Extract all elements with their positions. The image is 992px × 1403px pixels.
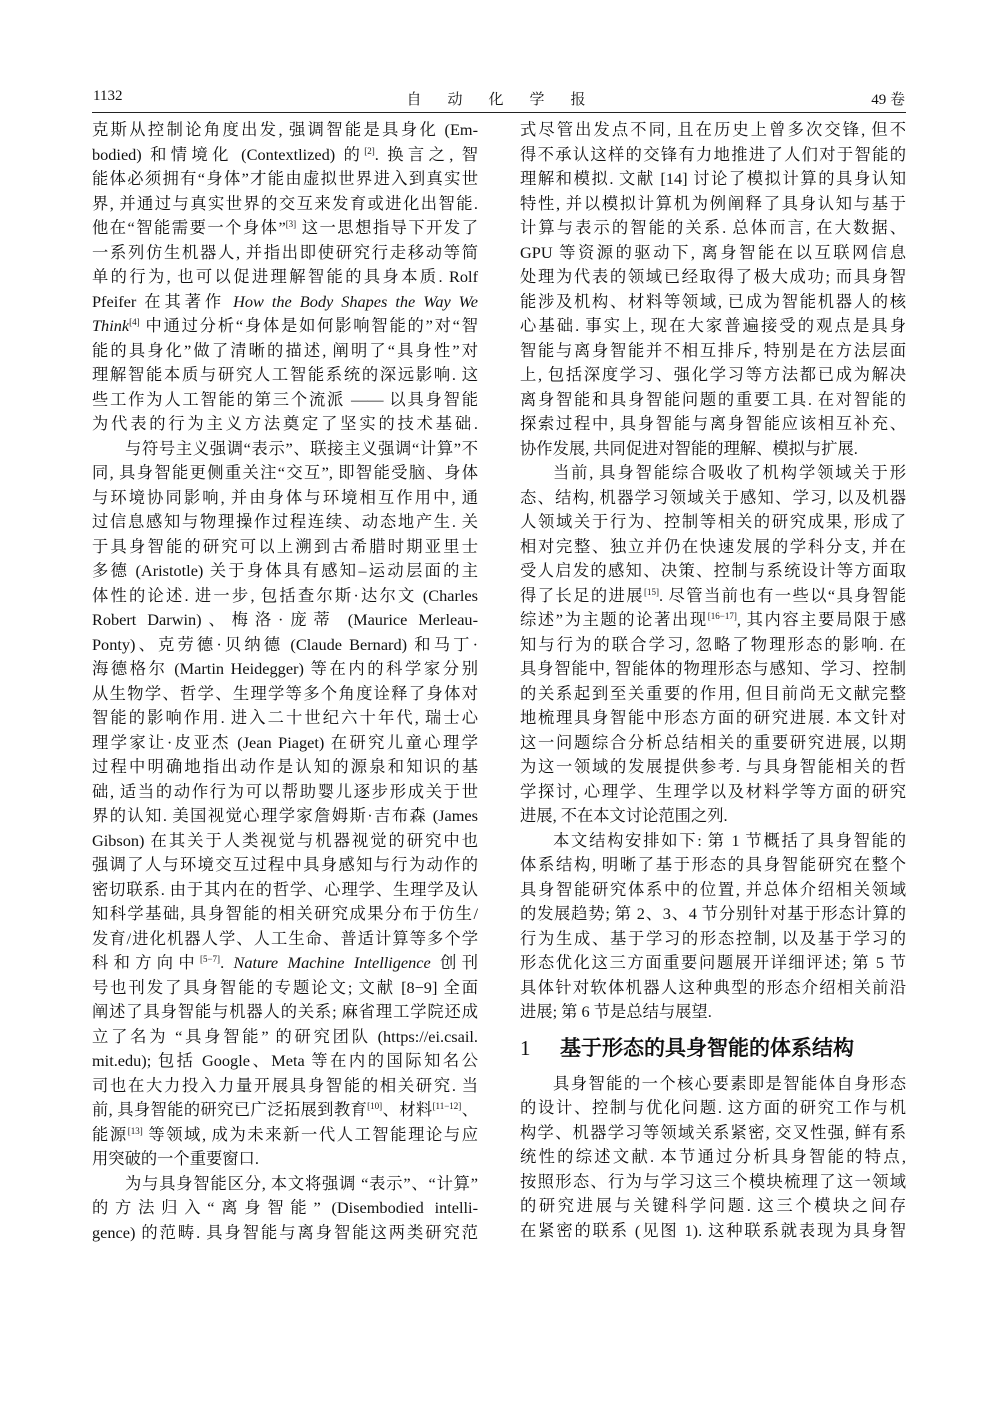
text-run: 过程中明确地指出动作是认知的源泉和知识的基: [92, 757, 478, 776]
text-run: Ponty)、克劳德·贝纳德 (Claude Bernard) 和马丁·: [92, 634, 478, 654]
text-run: 计算与表示的智能的关系. 总体而言, 在大数据、: [520, 218, 906, 237]
text-run: 的研究进展与关键科学问题. 这三个模块之间存: [520, 1196, 906, 1215]
citation-ref: [2]: [364, 145, 375, 156]
citation-ref: [13]: [127, 1125, 143, 1136]
text-line: [520, 412, 906, 437]
text-run: 体系结构, 明晰了基于形态的具身智能研究在整个: [520, 855, 906, 874]
text-run: 理解智能本质与研究人工智能系统的深远影响. 这: [92, 365, 478, 384]
text-run: 处理为代表的领域已经取得了极大成功; 而具身智: [520, 267, 906, 286]
text-run: 综述”为主题的论著出现: [520, 610, 708, 629]
text-run: 知科学基础, 具身智能的相关研究成果分布于仿生/: [92, 904, 478, 923]
text-line: [520, 339, 906, 364]
text-run: 海德格尔 (Martin Heidegger) 等在内的科学家分别: [92, 659, 478, 678]
text-run: 式尽管出发点不同, 且在历史上曾多次交锋, 但不: [520, 120, 906, 139]
text-run: 智能的影响作用. 进入二十世纪六十年代, 瑞士心: [92, 708, 478, 727]
text-run: 能源: [92, 1124, 128, 1144]
text-run: 的关系起到至关重要的作用, 但目前尚无文献完整: [520, 683, 906, 703]
text-line: [520, 461, 906, 486]
text-run: . 尽管当前也有一些以“具身智能: [658, 585, 906, 605]
text-line: [92, 951, 478, 976]
text-line: [520, 976, 906, 1001]
text-run: 具身智能中, 智能体的物理形态与感知、学习、控制: [520, 659, 906, 678]
text-run: 同, 具身智能更侧重关注“交互”, 即智能受脑、身体: [92, 463, 478, 482]
text-line: [92, 1049, 478, 1074]
text-line: [92, 290, 478, 315]
text-line: [520, 682, 906, 707]
text-line: [520, 437, 906, 462]
text-run: 人领域关于行为、控制等相关的研究成果, 形成了: [520, 512, 906, 531]
text-run: 智能与离身智能并不相互排斥, 特别是在方法层面: [520, 340, 906, 360]
text-run: 能体必须拥有“身体”才能由虚拟世界进入到真实世: [92, 169, 478, 188]
text-run: 进展, 不在本文讨论范围之列.: [520, 806, 728, 825]
text-line: [92, 388, 478, 413]
text-run: .: [220, 953, 234, 972]
text-line: [520, 731, 906, 756]
text-line: [520, 241, 906, 266]
text-line: [92, 608, 478, 633]
text-line: [520, 1219, 906, 1244]
section-title: 基于形态的具身智能的体系结构: [560, 1035, 854, 1060]
text-line: [92, 927, 478, 952]
text-run: 体性的论述. 进一步, 包括查尔斯·达尔文 (Charles: [92, 585, 478, 605]
citation-ref: [11−12]: [432, 1101, 462, 1111]
text-run: 的发展趋势; 第 2、3、4 节分别针对基于形态计算的: [520, 904, 906, 923]
text-run: 上, 包括深度学习、强化学习等方法都已成为解决: [520, 365, 906, 384]
text-line: [520, 559, 906, 584]
text-line: [520, 1000, 906, 1025]
text-run: 离身智能和具身智能问题的重要工具. 在对智能的: [520, 389, 906, 409]
text-run: 创刊: [430, 953, 478, 972]
text-line: [520, 608, 906, 633]
citation-ref: [5−7]: [199, 954, 221, 964]
text-run: 能的具身化”做了清晰的描述, 阐明了“具身性”对: [92, 340, 478, 360]
text-line: [92, 731, 478, 756]
text-run: 学探讨, 心理学、生理学以及材料学等方面的研究: [520, 781, 906, 801]
text-run: 一系列仿生机器人, 并指出即使研究行走移动等简: [92, 242, 478, 262]
text-run: 具身智能的一个核心要素即是智能体自身形态: [553, 1073, 906, 1093]
text-run: 、: [461, 1100, 478, 1119]
text-line: [92, 216, 478, 241]
italic-title: Nature Machine Intelligence: [233, 953, 431, 972]
text-line: [520, 927, 906, 952]
text-line: [520, 535, 906, 560]
text-run: 态、结构, 机器学习领域关于感知、学习, 以及机器: [520, 487, 906, 507]
text-run: 统性的综述文献. 本节通过分析具身智能的特点,: [520, 1147, 906, 1166]
text-line: [92, 510, 478, 535]
text-run: 号也刊发了具身智能的专题论文; 文献 [8−9] 全面: [92, 977, 478, 997]
text-line: [92, 706, 478, 731]
text-run: 理学家让·皮亚杰 (Jean Piaget) 在研究儿童心理学: [92, 732, 478, 752]
text-line: [92, 1147, 478, 1172]
text-line: [520, 265, 906, 290]
text-line: [92, 535, 478, 560]
text-line: [520, 657, 906, 682]
text-line: [92, 755, 478, 780]
text-line: [92, 339, 478, 364]
header-rule: [92, 112, 906, 113]
text-line: [92, 314, 478, 339]
text-line: [520, 167, 906, 192]
text-line: [520, 118, 906, 143]
text-run: 相对完整、独立并仍在快速发展的学科分支, 并在: [520, 536, 906, 556]
text-run: gence) 的范畴. 具身智能与离身智能这两类研究范: [92, 1222, 478, 1242]
text-line: [92, 902, 478, 927]
text-run: 克斯从控制论角度出发, 强调智能是具身化 (Em-: [92, 120, 478, 139]
text-line: [92, 1025, 478, 1050]
volume-label: 49 卷: [871, 92, 905, 108]
text-run: 得不承认这样的交锋有力地推进了人们对于智能的: [520, 144, 906, 164]
section-number: 1: [520, 1035, 531, 1060]
text-line: [520, 780, 906, 805]
text-run: Pfeifer 在其著作: [92, 291, 234, 311]
text-line: [92, 976, 478, 1001]
text-run: 协作发展, 共同促进对智能的理解、模拟与扩展.: [520, 438, 858, 458]
page-number: 1132: [93, 88, 123, 104]
text-line: [520, 951, 906, 976]
text-line: [92, 167, 478, 192]
text-run: 中通过分析“身体是如何影响智能的”对“智: [139, 316, 478, 335]
text-line: [92, 633, 478, 658]
text-line: [520, 388, 906, 413]
text-run: 得了长足的进展: [520, 585, 644, 605]
text-line: [520, 829, 906, 854]
text-run: 行为生成、基于学习的形态控制, 以及基于学习的: [520, 928, 906, 948]
text-run: . 换言之, 智: [374, 144, 478, 164]
text-line: [520, 510, 906, 535]
text-run: 于具身智能的研究可以上溯到古希腊时期亚里士: [92, 536, 478, 556]
text-run: , 其内容主要局限于感: [736, 610, 906, 629]
italic-title: How the Body Shapes the Way We: [233, 291, 478, 311]
text-run: 为代表的行为主义方法奠定了坚实的技术基础.: [92, 414, 478, 433]
text-line: [520, 755, 906, 780]
text-run: 与符号主义强调“表示”、联接主义强调“计算”不: [125, 438, 478, 458]
text-run: 些工作为人工智能的第三个流派 —— 以具身智能: [92, 389, 478, 409]
text-run: 的设计、控制与优化问题. 这方面的研究工作与机: [520, 1098, 906, 1117]
text-line: [520, 633, 906, 658]
text-run: 进展; 第 6 节是总结与展望.: [520, 1002, 712, 1021]
text-line: [92, 657, 478, 682]
text-line: [92, 1172, 478, 1197]
text-run: 心基础. 事实上, 现在大家普遍接受的观点是具身: [520, 316, 906, 335]
text-line: [520, 192, 906, 217]
text-run: 界, 并通过与真实世界的交互来发育或进化出智能.: [92, 193, 478, 213]
text-line: [92, 412, 478, 437]
section-heading: [520, 1025, 906, 1072]
text-run: 受人启发的感知、决策、控制与系统设计等方面取: [520, 561, 906, 580]
text-run: 立了名为 “具身智能” 的研究团队 (https://ei.csail.: [92, 1026, 478, 1046]
text-run: 前, 具身智能的研究已广泛拓展到教育: [92, 1100, 368, 1119]
text-run: 知与行为的联合学习, 忽略了物理形态的影响. 在: [520, 634, 906, 654]
text-line: [520, 216, 906, 241]
text-run: 阐述了具身智能与机器人的关系; 麻省理工学院还成: [92, 1002, 478, 1021]
text-run: 当前, 具身智能综合吸收了机构学领域关于形: [553, 463, 906, 482]
text-line: [92, 1074, 478, 1099]
text-run: 地梳理具身智能中形态方面的研究进展. 本文针对: [520, 708, 906, 727]
italic-title: Think: [92, 316, 130, 335]
text-run: 为与具身智能区分, 本文将强调 “表示”、“计算”: [125, 1173, 478, 1193]
text-run: 构学、机器学习等领域关系紧密, 交叉性强, 鲜有系: [520, 1122, 906, 1142]
text-run: 过信息感知与物理操作过程连续、动态地产生. 关: [92, 512, 478, 531]
text-run: 的方法归入“离身智能” (Disembodied intelli-: [92, 1198, 478, 1217]
citation-ref: [16−17]: [707, 611, 737, 621]
text-line: [92, 265, 478, 290]
text-run: 界的认知. 美国视觉心理学家詹姆斯·吉布森 (James: [92, 806, 478, 825]
text-run: 具身智能研究体系中的位置, 并总体介绍相关领域: [520, 879, 906, 899]
text-line: [92, 143, 478, 168]
text-line: [92, 853, 478, 878]
text-run: 为这一领域的发展提供参考. 与具身智能相关的哲: [520, 757, 906, 776]
text-line: [92, 1098, 478, 1123]
text-line: [92, 192, 478, 217]
journal-title: 自动化学报: [406, 92, 612, 108]
citation-ref: [3]: [285, 219, 297, 229]
text-run: 能涉及机构、材料等领域, 已成为智能机器人的核: [520, 291, 906, 311]
text-run: 司也在大力投入力量开展具身智能的相关研究. 当: [92, 1075, 478, 1095]
text-run: 具体针对软体机器人这种典型的形态介绍相关前沿: [520, 977, 906, 997]
text-line: [520, 143, 906, 168]
citation-ref: [4]: [129, 317, 140, 327]
text-run: 发育/进化机器人学、人工生命、普适计算等多个学: [92, 928, 478, 948]
text-run: 从生物学、哲学、生理学等多个角度诠释了身体对: [92, 683, 478, 703]
text-line: [520, 1121, 906, 1146]
text-run: 形态优化这三方面重要问题展开详细评述; 第 5 节: [520, 953, 906, 972]
text-run: 强调了人与环境交互过程中具身感知与行为动作的: [92, 855, 478, 874]
text-line: [92, 559, 478, 584]
text-run: 他在“智能需要一个身体”: [92, 218, 286, 237]
text-run: 单的行为, 也可以促进理解智能的具身本质. Rolf: [92, 267, 478, 286]
text-run: 用突破的一个重要窗口.: [92, 1149, 259, 1168]
text-line: [520, 290, 906, 315]
text-run: GPU 等资源的驱动下, 离身智能在以互联网信息: [520, 242, 906, 262]
text-line: [520, 804, 906, 829]
text-line: [92, 1196, 478, 1221]
text-run: Robert Darwin)、梅洛·庞蒂 (Maurice Merleau-: [92, 610, 478, 629]
text-line: [520, 902, 906, 927]
text-line: [92, 1221, 478, 1246]
text-line: [92, 486, 478, 511]
text-run: Gibson) 在其关于人类视觉与机器视觉的研究中也: [92, 830, 478, 850]
text-run: mit.edu); 包括 Google、Meta 等在内的国际知名公: [92, 1051, 478, 1070]
text-line: [520, 363, 906, 388]
text-run: 这一问题综合分析总结相关的重要研究进展, 以期: [520, 732, 906, 752]
citation-ref: [10]: [367, 1101, 383, 1111]
text-line: [92, 584, 478, 609]
text-line: [92, 363, 478, 388]
text-run: 多德 (Aristotle) 关于身体具有感知–运动层面的主: [92, 561, 478, 580]
text-run: 理解和模拟. 文献 [14] 讨论了模拟计算的具身认知: [520, 169, 906, 188]
text-line: [92, 437, 478, 462]
text-run: 按照形态、行为与学习这三个模块梳理了这一领域: [520, 1171, 906, 1191]
text-line: [92, 1123, 478, 1148]
citation-ref: [15]: [643, 586, 659, 597]
text-line: [92, 804, 478, 829]
text-run: 与环境协同影响, 并由身体与环境相互作用中, 通: [92, 487, 478, 507]
text-run: bodied) 和情境化 (Contextlized) 的: [92, 144, 365, 164]
right-column: [520, 118, 906, 1243]
text-line: [520, 1096, 906, 1121]
text-run: 密切联系. 由于其内在的哲学、心理学、生理学及认: [92, 879, 478, 899]
text-run: 、材料: [382, 1100, 433, 1119]
text-line: [520, 853, 906, 878]
text-line: [92, 682, 478, 707]
text-line: [92, 1000, 478, 1025]
text-line: [92, 780, 478, 805]
text-line: [520, 1194, 906, 1219]
left-column: [92, 118, 478, 1245]
text-run: 等领域, 成为未来新一代人工智能理论与应: [142, 1124, 478, 1144]
text-line: [92, 461, 478, 486]
text-line: [520, 1170, 906, 1195]
text-line: [92, 241, 478, 266]
text-line: [92, 878, 478, 903]
text-line: [520, 1072, 906, 1097]
text-line: [92, 829, 478, 854]
text-run: 探索过程中, 具身智能与离身智能应该相互补充、: [520, 414, 906, 433]
text-line: [520, 878, 906, 903]
text-run: 科和方向中: [92, 953, 200, 972]
text-run: 在紧密的联系 (见图 1). 这种联系就表现为具身智: [520, 1220, 906, 1240]
text-line: [520, 1145, 906, 1170]
text-line: [520, 314, 906, 339]
text-run: 础, 适当的动作行为可以帮助婴儿逐步形成关于世: [92, 781, 478, 801]
text-line: [520, 486, 906, 511]
text-line: [520, 584, 906, 609]
text-run: 这一思想指导下开发了: [296, 218, 478, 237]
text-line: [92, 118, 478, 143]
text-run: 特性, 并以模拟计算机为例阐释了具身认知与基于: [520, 193, 906, 213]
text-run: 本文结构安排如下: 第 1 节概括了具身智能的: [553, 830, 906, 850]
text-line: [520, 706, 906, 731]
